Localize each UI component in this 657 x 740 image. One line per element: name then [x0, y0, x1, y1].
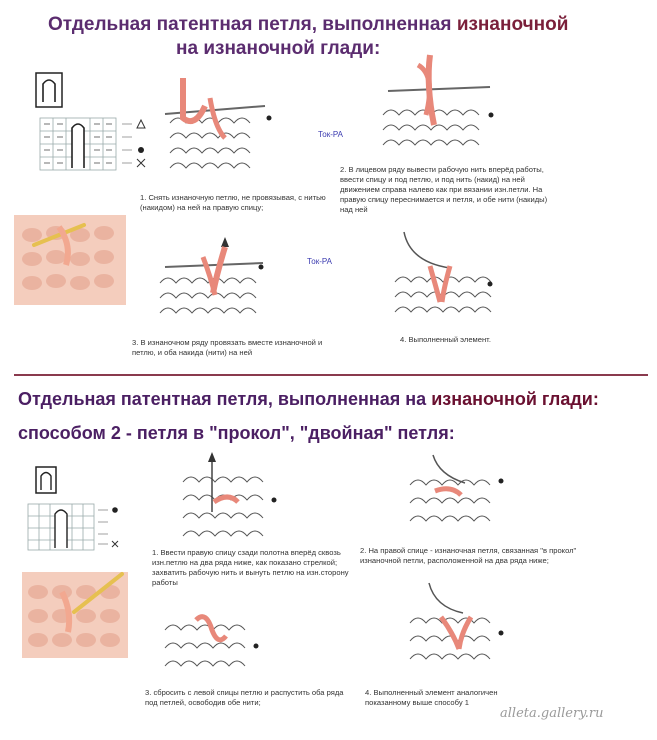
section1-tag1: Ток-РА: [318, 130, 344, 139]
section1-step3: 3. В изнаночном ряду провязать вместе изнаночной и петлю, и оба накида (нити) на ней: [132, 338, 323, 357]
knitting-photo-2: [22, 572, 128, 658]
section2-step3: 3. сбросить с левой спицы петлю и распустить оба ряда под петлей, освободив обе нити;: [145, 688, 344, 707]
chart-symbol-2: [35, 466, 59, 496]
section2-step2: 2. На правой спице - изнаночная петля, связанная "в прокол" изнаночной петли, расположенной на два ряда ниже;: [360, 546, 577, 565]
section2-title-line1: [18, 388, 599, 410]
knitting-diagram-8: [405, 583, 515, 678]
section1-tag2: Ток-РА: [307, 257, 333, 266]
section-divider: [14, 374, 648, 376]
section1-title-line1: [48, 14, 568, 36]
knitting-diagram-7: [160, 600, 270, 685]
section1-title-line2: на изнаночной глади:: [176, 38, 381, 59]
section1-title-accent: изнаночной: [456, 14, 569, 35]
section1-step2: 2. В лицевом ряду вывести рабочую нить вперёд работы, ввести спицу и под петлю, и под нить (накид) на ней движением справа налево как при вязании изн.петли. На правую спицу переснимается и петля, и обе нити (накиды) над ней: [340, 165, 548, 214]
section2-title-part1: Отдельная патентная петля, выполненная на: [18, 389, 427, 409]
knitting-diagram-3: [155, 233, 275, 333]
knitting-photo-1: [14, 215, 126, 305]
section2-step4: 4. Выполненный элемент аналогичен показанному выше способу 1: [365, 688, 498, 707]
knitting-chart-1: [40, 118, 160, 174]
knitting-chart-2: [28, 504, 128, 560]
watermark: alleta.gallery.ru: [500, 706, 604, 721]
knitting-diagram-4: [390, 232, 500, 332]
section1-step1: 1. Снять изнаночную петлю, не провязывая, с нитью (накидом) на ней на правую спицу;: [140, 193, 326, 212]
section2-step1: 1. Ввести правую спицу сзади полотна вперёд сквозь изн.петлю на два ряда ниже, как показано стрелкой; захватить рабочую нить и вынуть петлю на изн.сторону работы: [152, 548, 349, 587]
section2-title-accent: изнаночной глади:: [431, 389, 599, 409]
knitting-diagram-2: [378, 55, 498, 165]
section1-step4: 4. Выполненный элемент.: [400, 335, 491, 344]
chart-symbol-1: [35, 72, 65, 110]
section2-title-line2: способом 2 - петля в "прокол", "двойная" петля:: [18, 423, 455, 443]
knitting-diagram-6: [405, 455, 515, 545]
section1-title-part1: Отдельная патентная петля, выполненная: [48, 14, 452, 35]
knitting-diagram-5: [178, 452, 288, 547]
knitting-diagram-1: [165, 78, 275, 188]
